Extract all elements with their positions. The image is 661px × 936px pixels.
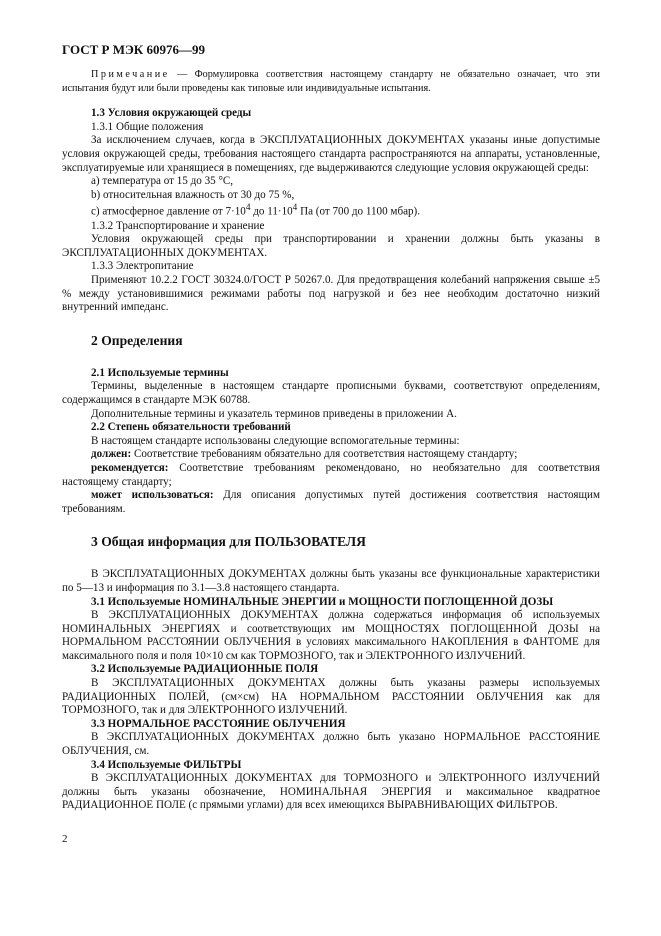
pressure-mid: до 11·10 xyxy=(250,206,293,219)
paragraph: Условия окружающей среды при транспортировании и хранении должны быть указаны в ЭКСПЛУАТАЦИОННЫХ ДОКУМЕНТАХ. xyxy=(62,233,600,259)
definition-text: Соответствие требованиям обязательно для соответствия настоящему стандарту; xyxy=(133,448,518,461)
list-marker: b) xyxy=(91,188,101,201)
paragraph: За исключением случаев, когда в ЭКСПЛУАТАЦИОННЫХ ДОКУМЕНТАХ указаны иные допустимые условия окружающей среды, требования настоящего стандарта распространяются на аппараты, установленные, эксплуатируемые или хранящиеся в помещениях, где выдерживаются следующие условия окружающей среды: xyxy=(62,134,600,174)
term: может использоваться: xyxy=(91,489,214,502)
list-marker: c) xyxy=(91,206,100,219)
exponent: 4 xyxy=(245,203,251,214)
definition-text: Для описания допустимых путей достижения соответствия настоящим требованиям. xyxy=(62,489,600,515)
pressure-post: Па (от 700 до 1100 мбар). xyxy=(297,206,421,219)
exponent: 4 xyxy=(292,203,298,214)
note xyxy=(62,68,600,95)
list-item xyxy=(62,189,600,203)
list-item xyxy=(62,175,600,189)
document-header: ГОСТ Р МЭК 60976—99 xyxy=(62,42,205,57)
section-3-1-heading: 3.1 Используемые НОМИНАЛЬНЫЕ ЭНЕРГИИ и МОЩНОСТИ ПОГЛОЩЕННОЙ ДОЗЫ xyxy=(91,595,554,608)
note-text: — Формулировка соответствия настоящему стандарту не обязательно означает, что эти испытания будут или были проведены как типовые или индивидуальные испытания. xyxy=(62,69,600,94)
paragraph: Дополнительные термины и указатель терминов приведены в приложении А. xyxy=(91,407,457,420)
section-3-heading: 3 Общая информация для ПОЛЬЗОВАТЕЛЯ xyxy=(91,534,366,550)
section-1-3-heading: 1.3 Условия окружающей среды xyxy=(91,107,252,120)
note-label: Примечание xyxy=(91,69,170,80)
subsection-heading: 1.3.2 Транспортирование и хранение xyxy=(91,219,265,232)
list-item-text: относительная влажность от 30 до 75 %, xyxy=(103,188,295,201)
paragraph: В ЭКСПЛУАТАЦИОННЫХ ДОКУМЕНТАХ для ТОРМОЗНОГО и ЭЛЕКТРОННОГО ИЗЛУЧЕНИЙ должны быть указаны обозначение, НОМИНАЛЬНАЯ ЭНЕРГИЯ и максимальное квадратное РАДИАЦИОННОЕ ПОЛЕ (с прямыми углами) для всех имеющихся ВЫРАВНИВАЮЩИХ ФИЛЬТРОВ. xyxy=(62,772,600,812)
paragraph: В ЭКСПЛУАТАЦИОННЫХ ДОКУМЕНТАХ должны быть указаны размеры используемых РАДИАЦИОННЫХ ПОЛЕЙ, (см×см) НА НОРМАЛЬНОМ РАССТОЯНИИ ОБЛУЧЕНИЯ как для ТОРМОЗНОГО, так и для ЭЛЕКТРОННОГО ИЗЛУЧЕНИЙ. xyxy=(62,677,600,717)
section-3-4-heading: 3.4 Используемые ФИЛЬТРЫ xyxy=(91,758,242,771)
paragraph: В ЭКСПЛУАТАЦИОННЫХ ДОКУМЕНТАХ должна содержаться информация об используемых НОМИНАЛЬНЫХ ЭНЕРГИЯХ и соответствующих им МОЩНОСТЯХ ПОГЛОЩЕННОЙ ДОЗЫ на НОРМАЛЬНОМ РАССТОЯНИИ ОБЛУЧЕНИЯ в условиях максимального НАКОПЛЕНИЯ в ФАНТОМЕ для максимального поля и поля 10×10 см как ТОРМОЗНОГО, так и ЭЛЕКТРОННОГО ИЗЛУЧЕНИЙ. xyxy=(62,609,600,662)
term: должен: xyxy=(91,448,132,461)
definition xyxy=(62,462,600,489)
section-3-3-heading: 3.3 НОРМАЛЬНОЕ РАССТОЯНИЕ ОБЛУЧЕНИЯ xyxy=(91,717,346,730)
definition xyxy=(62,489,600,516)
page-body xyxy=(62,68,600,813)
term: рекомендуется: xyxy=(91,461,169,474)
pressure-pre: атмосферное давление от 7·10 xyxy=(102,206,246,219)
section-2-2-heading: 2.2 Степень обязательности требований xyxy=(91,421,291,434)
section-2-1-heading: 2.1 Используемые термины xyxy=(91,366,229,379)
list-marker: a) xyxy=(91,175,100,188)
subsection-heading: 1.3.3 Электропитание xyxy=(91,260,194,273)
list-item xyxy=(62,202,600,219)
page-number: 2 xyxy=(62,833,68,845)
section-2-heading: 2 Определения xyxy=(91,332,183,348)
list-item-text: температура от 15 до 35 °С, xyxy=(102,175,234,188)
paragraph: Термины, выделенные в настоящем стандарте прописными буквами, соответствуют определениям, содержащимся в стандарте МЭК 60788. xyxy=(62,380,600,406)
definition-text: Соответствие требованиям рекомендовано, но необязательно для соответствия настоящему стандарту; xyxy=(62,461,600,488)
paragraph: В настоящем стандарте использованы следующие вспомогательные термины: xyxy=(91,434,460,447)
paragraph: Применяют 10.2.2 ГОСТ 30324.0/ГОСТ Р 50267.0. Для предотвращения колебаний напряжения свыше ±5 % между установившимися режимами работы под нагрузкой и без нее необходим достаточно низкий внутренний импеданс. xyxy=(62,274,600,314)
paragraph: В ЭКСПЛУАТАЦИОННЫХ ДОКУМЕНТАХ должно быть указано НОРМАЛЬНОЕ РАССТОЯНИЕ ОБЛУЧЕНИЯ, см. xyxy=(62,731,600,758)
paragraph: В ЭКСПЛУАТАЦИОННЫХ ДОКУМЕНТАХ должны быть указаны все функциональные характеристики по 5—13 и информация по 3.1—3.8 настоящего стандарта. xyxy=(62,568,600,594)
section-3-2-heading: 3.2 Используемые РАДИАЦИОННЫЕ ПОЛЯ xyxy=(91,663,319,676)
subsection-heading: 1.3.1 Общие положения xyxy=(91,120,204,133)
definition xyxy=(62,448,600,462)
